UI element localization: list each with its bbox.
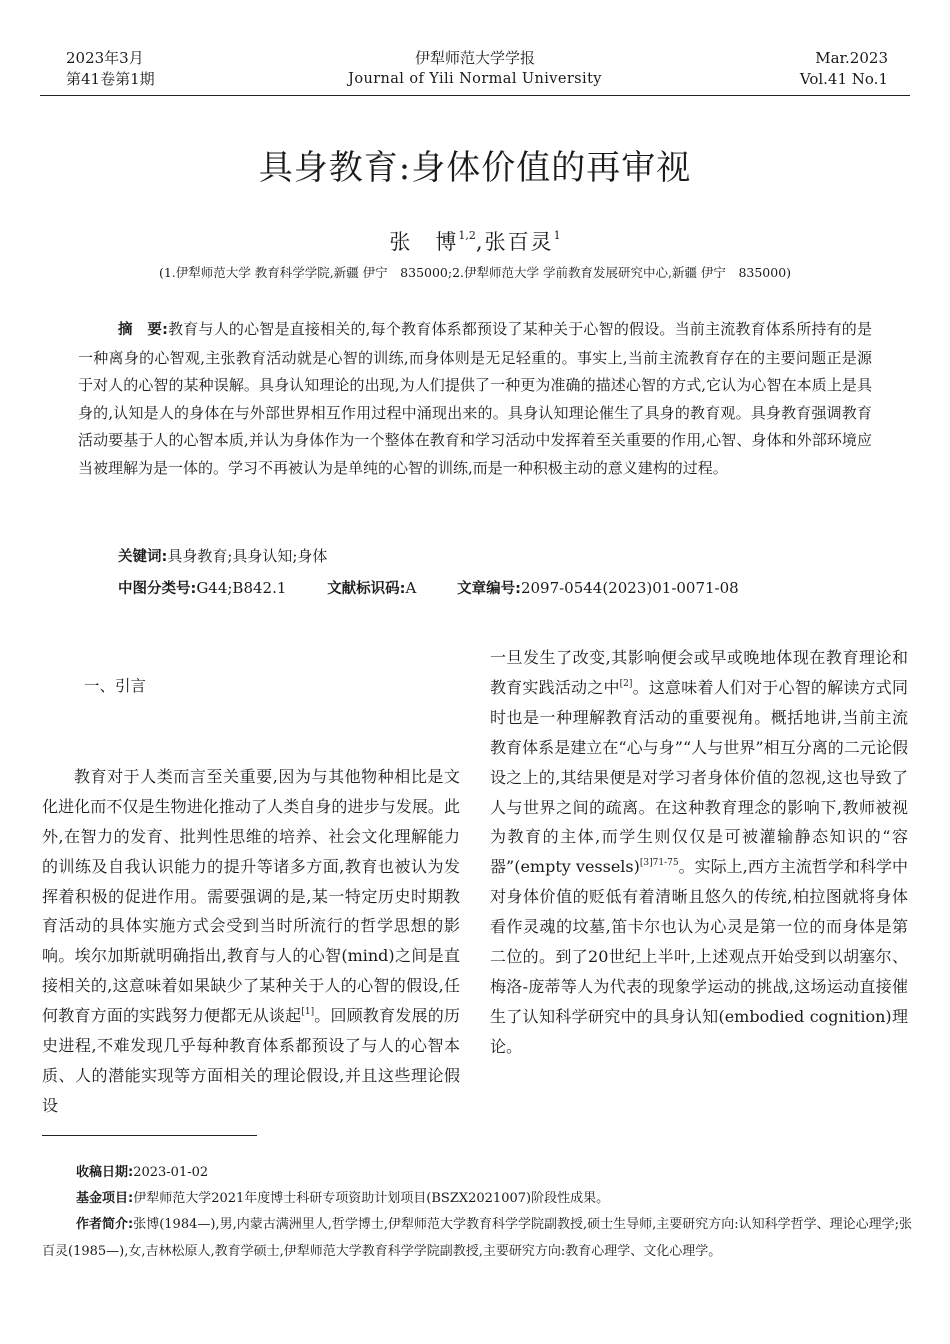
clc-value: G44;B842.1	[196, 579, 287, 597]
clc-number	[118, 579, 286, 597]
keywords-label: 关键词:	[118, 549, 168, 565]
paragraph-text: 一旦发生了改变,其影响便会或早或晚地体现在教育理论和教育实践活动之中	[490, 648, 908, 697]
header-issue-en	[688, 48, 888, 90]
author-bio-label: 作者简介:	[76, 1217, 134, 1232]
author-name: 张 博	[389, 230, 459, 254]
citation-mark: [1]	[301, 1007, 315, 1018]
affiliation: (1.伊犁师范大学 教育科学学院,新疆 伊宁 835000;2.伊犁师范大学 学前教育发展研究中心,新疆 伊宁 835000)	[158, 265, 792, 280]
header-journal-en: Journal of Yili Normal University	[348, 71, 602, 87]
document-code	[327, 579, 416, 597]
footnote-author-bio	[42, 1212, 912, 1265]
section-heading: 一、引言	[84, 677, 147, 695]
citation-mark: [2]	[619, 678, 633, 689]
header-volume: 第41卷第1期	[66, 70, 155, 88]
article-number	[457, 579, 739, 597]
author-bio-value: 张博(1984—),男,内蒙古满洲里人,哲学博士,伊犁师范大学教育科学学院副教授,硕士生导师,主要研究方向:认知科学哲学、理论心理学;张百灵(1985—),女,吉林松原人,教育学硕士,伊犁师范大学教育科学学院副教授,主要研究方向:教育心理学、文化心理学。	[42, 1217, 912, 1259]
header-journal-name	[320, 48, 630, 90]
header-date: 2023年3月	[66, 49, 144, 67]
article-value: 2097-0544(2023)01-0071-08	[520, 579, 739, 597]
footnote-received	[42, 1160, 912, 1187]
author-line	[0, 226, 950, 256]
doc-value: A	[405, 579, 417, 597]
paragraph-text: 。实际上,西方主流哲学和科学中对身体价值的贬低有着清晰且悠久的传统,柏拉图就将身体看作灵魂的坟墓,笛卡尔也认为心灵是第一位的而身体是第二位的。到了20世纪上半叶,上述观点开始受到以胡塞尔、梅洛-庞蒂等人为代表的现象学运动的挑战,这场运动直接催生了认知科学研究中的具身认知(embodied cognition)理论。	[490, 857, 908, 1056]
doc-label: 文献标识码:	[327, 581, 406, 597]
author-name: 张百灵	[484, 230, 554, 254]
keywords	[118, 545, 327, 566]
article-title: 具身教育:身体价值的再审视	[258, 148, 692, 188]
header-journal-cn: 伊犁师范大学学报	[414, 49, 535, 67]
received-label: 收稿日期:	[76, 1165, 134, 1180]
body-column-right	[490, 643, 908, 1062]
footnote-divider	[42, 1135, 257, 1136]
footnote-fund	[42, 1186, 912, 1213]
author-affiliation-mark: 1,2	[458, 229, 476, 242]
abstract-text: 教育与人的心智是直接相关的,每个教育体系都预设了某种关于心智的假设。当前主流教育体系所持有的是一种离身的心智观,主张教育活动就是心智的训练,而身体则是无足轻重的。事实上,当前主流教育存在的主要问题正是源于对人的心智的某种误解。具身认知理论的出现,为人们提供了一种更为准确的描述心智的方式,它认为心智在本质上是具身的,认知是人的身体在与外部世界相互作用过程中涌现出来的。具身认知理论催生了具身的教育观。具身教育强调教育活动要基于人的心智本质,并认为身体作为一个整体在教育和学习活动中发挥着至关重要的作用,心智、身体和外部环境应当被理解为是一体的。学习不再被认为是单纯的心智的训练,而是一种积极主动的意义建构的过程。	[78, 320, 872, 477]
fund-label: 基金项目:	[76, 1191, 134, 1206]
paragraph-text: 。回顾教育发展的历史进程,不难发现几乎每种教育体系都预设了与人的心智本质、人的潜能实现等方面相关的理论假设,并且这些理论假设	[42, 1006, 460, 1115]
abstract-label: 摘 要:	[118, 322, 168, 338]
citation-mark: [3]71-75	[639, 858, 679, 869]
body-paragraph	[490, 643, 908, 1062]
author-affiliation-mark: 1	[553, 229, 561, 242]
body-column-left	[42, 643, 460, 1121]
classification-line	[118, 577, 878, 598]
author-separator: ,	[475, 230, 485, 254]
paragraph-text: 教育对于人类而言至关重要,因为与其他物种相比是文化进化而不仅是生物进化推动了人类自身的进步与发展。此外,在智力的发育、批判性思维的培养、社会文化理解能力的训练及自我认识能力的提升等诸多方面,教育也被认为发挥着积极的促进作用。需要强调的是,某一特定历史时期教育活动的具体实施方式会受到当时所流行的哲学思想的影响。埃尔加斯就明确指出,教育与人的心智(mind)之间是直接相关的,这意味着如果缺少了某种关于人的心智的假设,任何教育方面的实践努力便都无从谈起	[42, 766, 460, 1026]
keywords-text: 具身教育;具身认知;身体	[167, 547, 328, 565]
header-date-en: Mar.2023	[815, 49, 888, 67]
article-label: 文章编号:	[457, 581, 521, 597]
fund-value: 伊犁师范大学2021年度博士科研专项资助计划项目(BSZX2021007)阶段性成果。	[133, 1191, 610, 1206]
header-divider	[40, 95, 910, 96]
received-value: 2023-01-02	[133, 1165, 209, 1180]
abstract	[78, 316, 872, 483]
header-issue-date	[66, 48, 266, 90]
body-paragraph	[42, 762, 460, 1121]
paragraph-text: 。这意味着人们对于心智的解读方式同时也是一种理解教育活动的重要视角。概括地讲,当前主流教育体系是建立在“心与身”“人与世界”相互分离的二元论假设之上的,其结果便是对学习者身体价值的忽视,这也导致了人与世界之间的疏离。在这种教育理念的影响下,教师被视为教育的主体,而学生则仅仅是可被灌输静态知识的“容器”(empty vessels)	[490, 677, 908, 877]
clc-label: 中图分类号:	[118, 581, 197, 597]
header-volume-en: Vol.41 No.1	[799, 70, 888, 88]
